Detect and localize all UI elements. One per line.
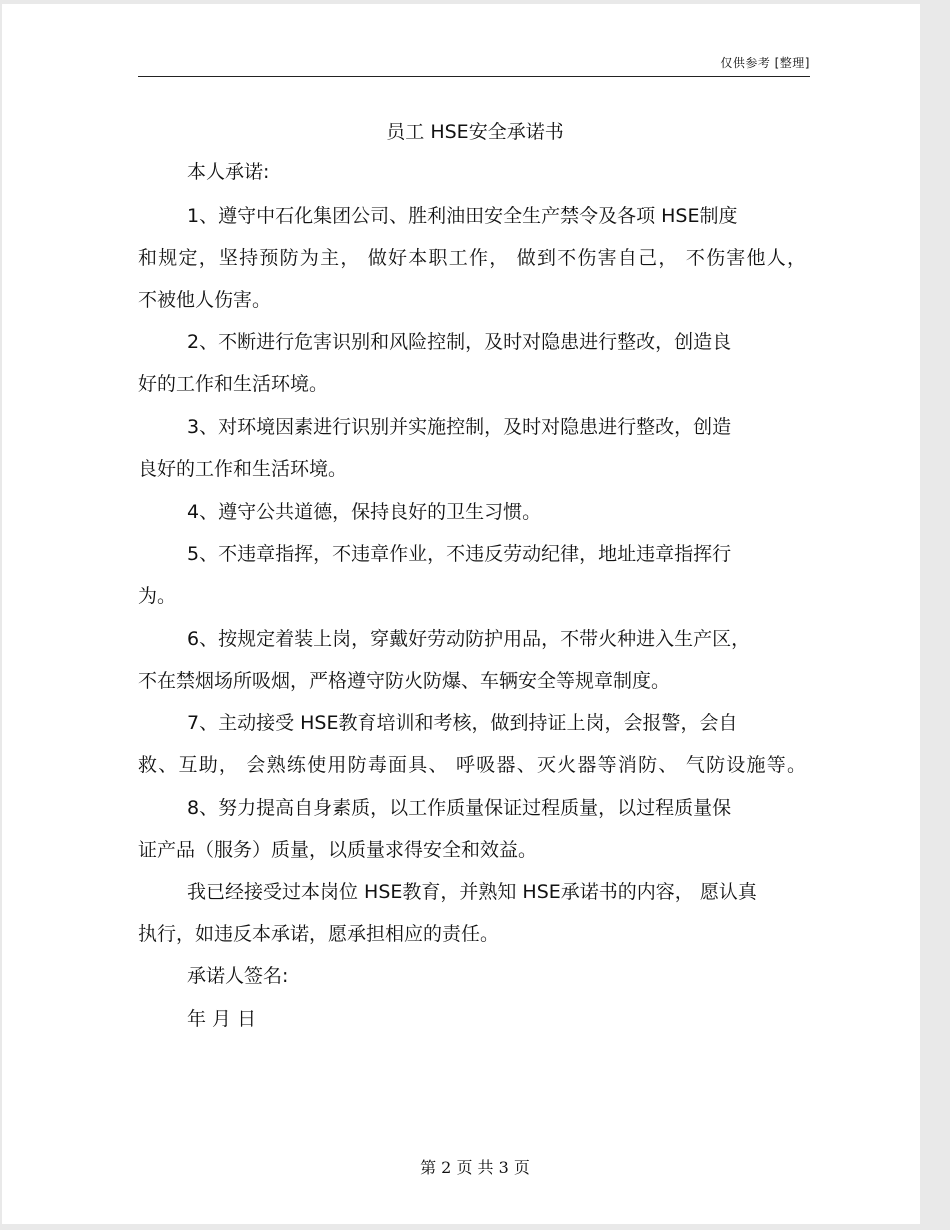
page-number: 第 2 页 共 3 页 (420, 1158, 530, 1177)
paragraph-line: 执行，如违反本承诺，愿承担相应的责任。 (138, 923, 500, 945)
page-header (138, 52, 810, 77)
paragraph-line: 7、主动接受 HSE教育培训和考核，做到持证上岗，会报警，会自 (187, 712, 738, 734)
intro-text: 本人承诺: (187, 161, 270, 183)
paragraph-line: 不被他人伤害。 (138, 289, 272, 311)
paragraph-line: 我已经接受过本岗位 HSE教育，并熟知 HSE承诺书的内容， 愿认真 (187, 881, 757, 903)
paragraph-line: 8、努力提高自身素质，以工作质量保证过程质量，以过程质量保 (187, 797, 732, 819)
paragraph-line: 不在禁烟场所吸烟，严格遵守防火防爆、车辆安全等规章制度。 (138, 670, 671, 692)
header-note: 仅供参考 [整理] (720, 56, 810, 70)
document-title: 员工 HSE安全承诺书 (386, 121, 564, 143)
paragraph-line: 救、互助， 会熟练使用防毒面具、 呼吸器、灭火器等消防、 气防设施等。 (138, 754, 806, 776)
date-label: 年 月 日 (187, 1008, 257, 1030)
paragraph-line: 1、遵守中石化集团公司、胜利油田安全生产禁令及各项 HSE制度 (187, 205, 738, 227)
paragraph-line: 为。 (138, 585, 177, 607)
document-page (2, 4, 920, 1224)
paragraph-line: 6、按规定着装上岗，穿戴好劳动防护用品，不带火种进入生产区， (187, 628, 751, 650)
paragraph-line: 好的工作和生活环境。 (138, 373, 329, 395)
signature-label: 承诺人签名: (187, 965, 289, 987)
paragraph-line: 证产品（服务）质量，以质量求得安全和效益。 (138, 839, 538, 861)
paragraph-line: 4、遵守公共道德，保持良好的卫生习惯。 (187, 501, 542, 523)
paragraph-line: 3、对环境因素进行识别并实施控制，及时对隐患进行整改，创造 (187, 416, 732, 438)
paragraph-line: 5、不违章指挥，不违章作业，不违反劳动纪律，地址违章指挥行 (187, 543, 732, 565)
paragraph-line: 2、不断进行危害识别和风险控制，及时对隐患进行整改，创造良 (187, 331, 732, 353)
paragraph-line: 和规定，坚持预防为主， 做好本职工作， 做到不伤害自己， 不伤害他人， (138, 247, 806, 269)
paragraph-line: 良好的工作和生活环境。 (138, 458, 348, 480)
